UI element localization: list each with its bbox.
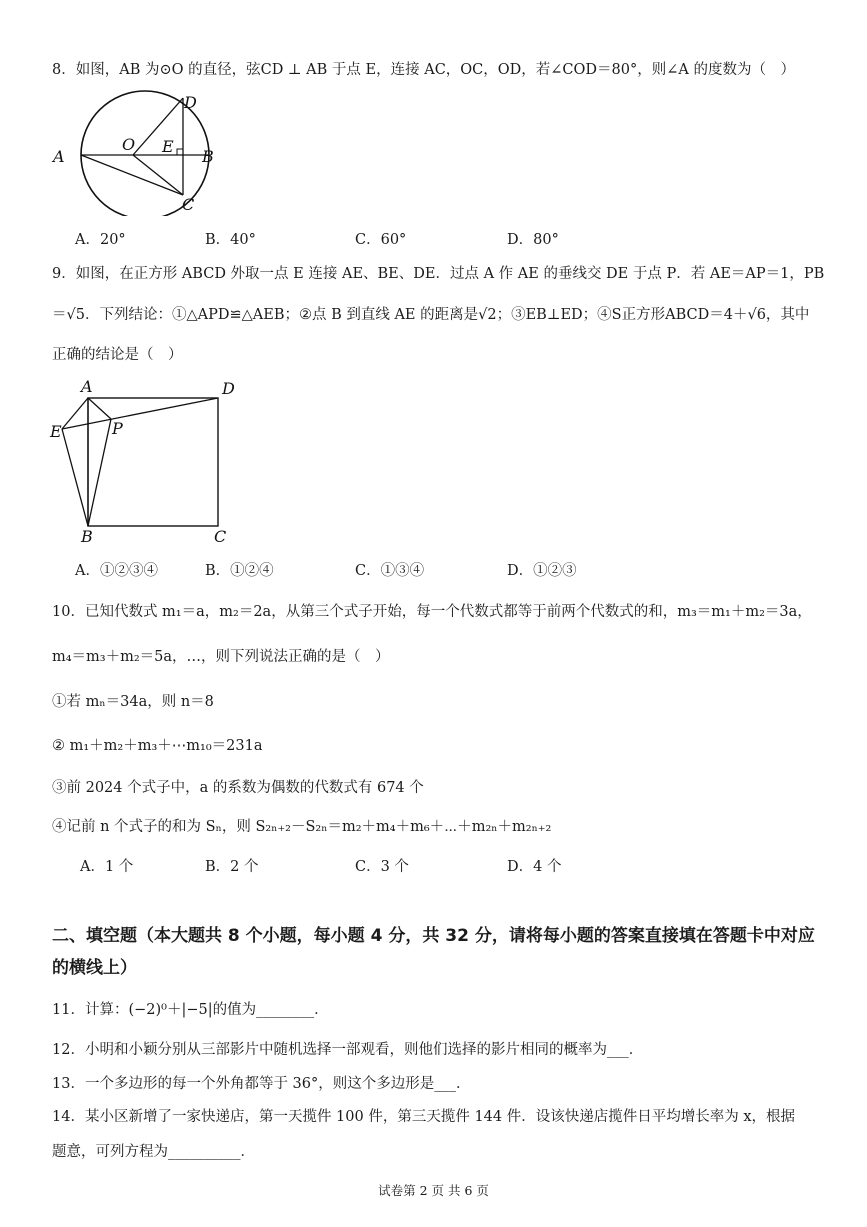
q9-stem-line3: 正确的结论是（ ） xyxy=(52,347,183,363)
label-C: C xyxy=(214,527,227,546)
q11: 11．计算：(−2)⁰＋|−5|的值为________． xyxy=(52,1002,329,1018)
q9-stem-line2: ＝√5．下列结论：①△APD≌△AEB；②点 B 到直线 AE 的距离是√2；③EB⊥ED；④S正方形ABCD＝4＋√6，其中 xyxy=(52,307,810,323)
q10-option-c[interactable]: C．3 个 xyxy=(355,859,409,875)
q10-stem-line2: m₄＝m₃＋m₂＝5a，…，则下列说法正确的是（ ） xyxy=(52,649,390,665)
q9-option-d[interactable]: D．①②③ xyxy=(507,563,577,579)
label-P: P xyxy=(112,419,123,438)
q13: 13．一个多边形的每一个外角都等于 36°，则这个多边形是___． xyxy=(52,1076,471,1092)
label-A: A xyxy=(53,147,65,166)
q14-line2: 题意，可列方程为__________． xyxy=(52,1144,255,1160)
q10-option-d[interactable]: D．4 个 xyxy=(507,859,562,875)
label-B: B xyxy=(81,527,93,546)
label-A: A xyxy=(81,377,93,396)
q10-option-b[interactable]: B．2 个 xyxy=(205,859,259,875)
q9-option-c[interactable]: C．①③④ xyxy=(355,563,425,579)
q10-statement-1: ①若 mₙ＝34a，则 n＝8 xyxy=(52,694,214,710)
q9-option-b[interactable]: B．①②④ xyxy=(205,563,274,579)
q10-option-a[interactable]: A．1 个 xyxy=(80,859,134,875)
q10-stem-line1: 10．已知代数式 m₁＝a，m₂＝2a，从第三个式子开始，每一个代数式都等于前两个代数式的和，m₃＝m₁＋m₂＝3a， xyxy=(52,604,812,620)
label-E: E xyxy=(50,422,62,441)
q8-option-a[interactable]: A．20° xyxy=(75,232,126,248)
q10-statement-3: ③前 2024 个式子中，a 的系数为偶数的代数式有 674 个 xyxy=(52,780,424,796)
q8-option-b[interactable]: B．40° xyxy=(205,232,256,248)
q9-option-a[interactable]: A．①②③④ xyxy=(75,563,158,579)
section2-heading-line2: 的横线上） xyxy=(52,958,137,978)
q14-line1: 14．某小区新增了一家快递店，第一天揽件 100 件，第三天揽件 144 件．设该快递店揽件日平均增长率为 x，根据 xyxy=(52,1109,796,1125)
label-E: E xyxy=(162,137,174,156)
q9-stem-line1: 9．如图，在正方形 ABCD 外取一点 E 连接 AE、BE、DE．过点 A 作 AE 的垂线交 DE 于点 P．若 AE＝AP＝1，PB xyxy=(52,266,825,282)
label-D: D xyxy=(222,379,235,398)
q10-statement-4: ④记前 n 个式子的和为 Sₙ，则 S₂ₙ₊₂－S₂ₙ＝m₂＋m₄＋m₆＋⋯＋m₂ₙ＋m₂ₙ₊₂ xyxy=(52,819,552,835)
q8-circle-figure xyxy=(50,86,230,216)
q9-square-figure xyxy=(48,376,248,546)
q8-stem: 8．如图，AB 为⊙O 的直径，弦CD ⊥ AB 于点 E，连接 AC，OC，OD，若∠COD＝80°，则∠A 的度数为（ ） xyxy=(52,62,795,78)
q12: 12．小明和小颖分别从三部影片中随机选择一部观看，则他们选择的影片相同的概率为___． xyxy=(52,1042,644,1058)
q10-statement-2: ② m₁＋m₂＋m₃＋⋯m₁₀＝231a xyxy=(52,738,263,754)
q8-option-d[interactable]: D．80° xyxy=(507,232,559,248)
label-D: D xyxy=(184,93,197,112)
page-footer: 试卷第 2 页 共 6 页 xyxy=(378,1183,489,1198)
label-C: C xyxy=(182,195,195,214)
section2-heading-line1: 二、填空题（本大题共 8 个小题，每小题 4 分，共 32 分，请将每小题的答案直接填在答题卡中对应 xyxy=(52,926,815,946)
label-B: B xyxy=(202,147,214,166)
q8-option-c[interactable]: C．60° xyxy=(355,232,407,248)
label-O: O xyxy=(122,135,136,154)
